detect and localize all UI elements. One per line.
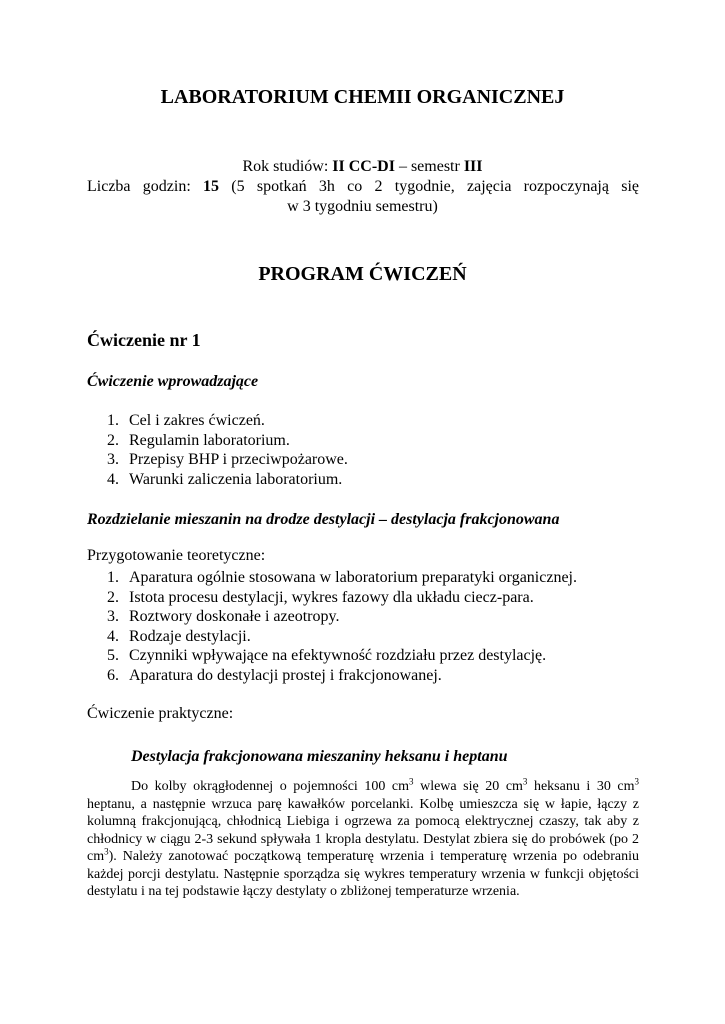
- intro-list: [87, 411, 348, 489]
- study-year-mid: – semestr: [394, 158, 464, 175]
- theory-label: Przygotowanie teoretyczne:: [87, 547, 266, 564]
- hours-prefix: Liczba godzin:: [87, 178, 204, 195]
- hours-line-2: w 3 tygodniu semestru): [287, 198, 438, 215]
- list-item: 1. Cel i zakres ćwiczeń.: [107, 412, 265, 429]
- list-item: 4. Rodzaje destylacji.: [107, 627, 251, 645]
- study-year-line: [0, 157, 725, 176]
- document-title: LABORATORIUM CHEMII ORGANICZNEJ: [160, 86, 565, 108]
- hours-value: 15: [203, 178, 220, 195]
- hours-details: (5 spotkań 3h co 2 tygodnie, zajęcia rozpoczynają się: [219, 178, 639, 195]
- distillation-heading: Rozdzielanie mieszanin na drodze destylacji – destylacja frakcjonowana: [87, 511, 560, 528]
- list-item: 6. Aparatura do destylacji prostej i frakcjonowanej.: [107, 666, 442, 684]
- hours-line: [87, 177, 639, 196]
- program-title: PROGRAM ĆWICZEŃ: [258, 263, 467, 285]
- list-item: 5. Czynniki wpływające na efektywność rozdziału przez destylację.: [107, 647, 547, 665]
- semester-value: III: [463, 158, 483, 175]
- list-item: 1. Aparatura ogólnie stosowana w laboratorium preparatyki organicznej.: [107, 569, 577, 586]
- list-item: 4. Warunki zaliczenia laboratorium.: [107, 470, 343, 488]
- list-item: 2. Regulamin laboratorium.: [107, 431, 290, 449]
- list-item: 2. Istota procesu destylacji, wykres fazowy dla układu ciecz-para.: [107, 588, 534, 606]
- study-year-prefix: Rok studiów:: [242, 158, 333, 175]
- exercise-heading: Ćwiczenie nr 1: [87, 330, 201, 350]
- study-year-value: II CC-DI: [332, 158, 395, 175]
- intro-heading: Ćwiczenie wprowadzające: [87, 373, 259, 390]
- practice-title: Destylacja frakcjonowana mieszaniny heksanu i heptanu: [131, 748, 508, 765]
- list-item: 3. Przepisy BHP i przeciwpożarowe.: [107, 451, 348, 469]
- theory-list: [87, 568, 577, 686]
- practice-label: Ćwiczenie praktyczne:: [87, 705, 234, 722]
- procedure-paragraph: Do kolby okrągłodennej o pojemności 100 $cm^3$ wlewa się 20 $cm^3$ heksanu i 30 $cm^3$ heptanu, a następnie wrzuca parę kawałków porcelanki. Kolbę umieszcza się w łapie, łączy z kolumną frakcjonującą, chłodnicą Liebiga i ogrzewa za pomocą elektrycznej czaszy, tak aby z chłodnicy w ciągu 2-3 sekund spływała 1 kropla destylatu. Destylat zbiera się do probówek (po 2 $cm^3$). Należy zanotować początkową temperaturę wrzenia i temperaturę wrzenia po odebraniu każdej porcji destylatu. Następnie sporządza się wykres temperatury wrzenia w funkcji objętości destylatu i na tej podstawie łączy destylaty o zbliżonej temperaturze wrzenia.: [87, 776, 639, 899]
- list-item: 3. Roztwory doskonałe i azeotropy.: [107, 608, 340, 626]
